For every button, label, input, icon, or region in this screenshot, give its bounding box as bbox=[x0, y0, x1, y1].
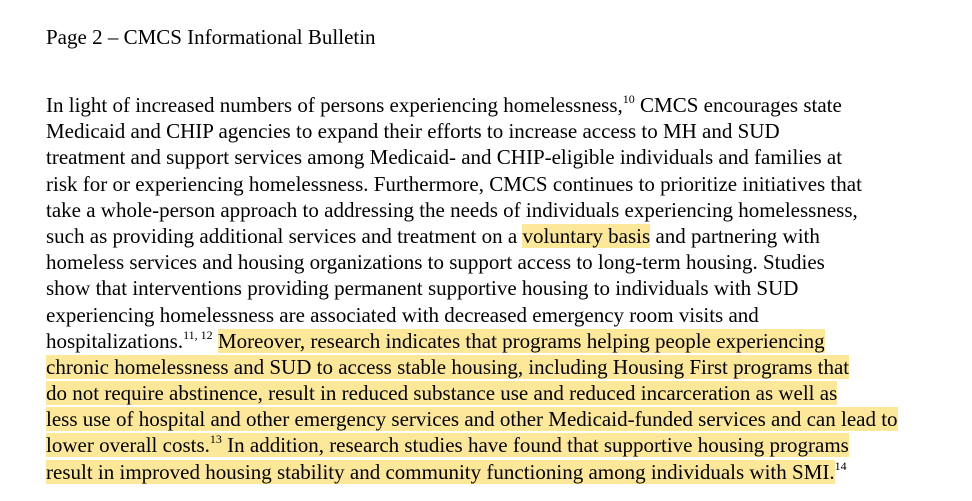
text-line bbox=[46, 92, 946, 118]
text-line bbox=[46, 459, 946, 485]
highlighted-text: result in improved housing stability and community functioning among individuals with SMI. bbox=[46, 459, 835, 484]
text-segment: risk for or experiencing homelessness. Furthermore, CMCS continues to prioritize initiatives that bbox=[46, 171, 862, 196]
text-line bbox=[46, 223, 946, 249]
text-line bbox=[46, 249, 946, 275]
text-line bbox=[46, 275, 946, 301]
text-line bbox=[46, 118, 946, 144]
text-segment: hospitalizations. bbox=[46, 328, 184, 353]
highlighted-text bbox=[46, 433, 849, 457]
text-line bbox=[46, 171, 946, 197]
highlighted-text: do not require abstinence, result in reduced substance use and reduced incarceration as well as bbox=[46, 381, 838, 406]
page-header-title: Page 2 – CMCS Informational Bulletin bbox=[46, 25, 376, 49]
text-segment: In addition, research studies have found that supportive housing programs bbox=[221, 433, 849, 458]
text-segment: homeless services and housing organizations to support access to long-term housing. Studies bbox=[46, 250, 825, 275]
text-line bbox=[46, 380, 946, 406]
text-segment: such as providing additional services and treatment on a bbox=[46, 223, 523, 248]
text-segment: and partnering with bbox=[650, 223, 820, 248]
footnote-ref-14: 14 bbox=[834, 458, 847, 473]
text-line bbox=[46, 197, 946, 223]
text-segment: treatment and support services among Medicaid- and CHIP-eligible individuals and families at bbox=[46, 145, 843, 170]
text-line bbox=[46, 144, 946, 170]
bulletin-paragraph bbox=[46, 92, 946, 485]
text-segment: CMCS encourages state bbox=[634, 93, 842, 117]
highlighted-text: voluntary basis bbox=[522, 223, 651, 248]
text-segment: show that interventions providing permanent supportive housing to individuals with SUD bbox=[46, 276, 799, 301]
text-line bbox=[46, 406, 946, 432]
text-segment: lower overall costs. bbox=[46, 433, 210, 458]
text-line bbox=[46, 432, 946, 458]
page-header bbox=[46, 24, 376, 50]
text-line bbox=[46, 302, 946, 328]
footnote-ref-13: 13 bbox=[209, 432, 222, 447]
text-segment: Medicaid and CHIP agencies to expand their efforts to increase access to MH and SUD bbox=[46, 119, 780, 144]
text-line bbox=[46, 354, 946, 380]
highlighted-text: less use of hospital and other emergency services and other Medicaid-funded services and can lead to bbox=[46, 407, 898, 432]
text-line bbox=[46, 328, 946, 354]
text-segment: experiencing homelessness are associated with decreased emergency room visits and bbox=[46, 302, 759, 327]
highlighted-text: Moreover, research indicates that programs helping people experiencing bbox=[217, 328, 825, 353]
text-segment: In light of increased numbers of persons experiencing homelessness, bbox=[46, 93, 623, 117]
highlighted-text: chronic homelessness and SUD to access stable housing, including Housing First programs that bbox=[46, 354, 850, 379]
text-segment: take a whole-person approach to addressing the needs of individuals experiencing homelessness, bbox=[46, 197, 858, 222]
footnote-ref-11-12: 11, 12 bbox=[183, 327, 213, 342]
footnote-ref-10: 10 bbox=[622, 92, 635, 106]
